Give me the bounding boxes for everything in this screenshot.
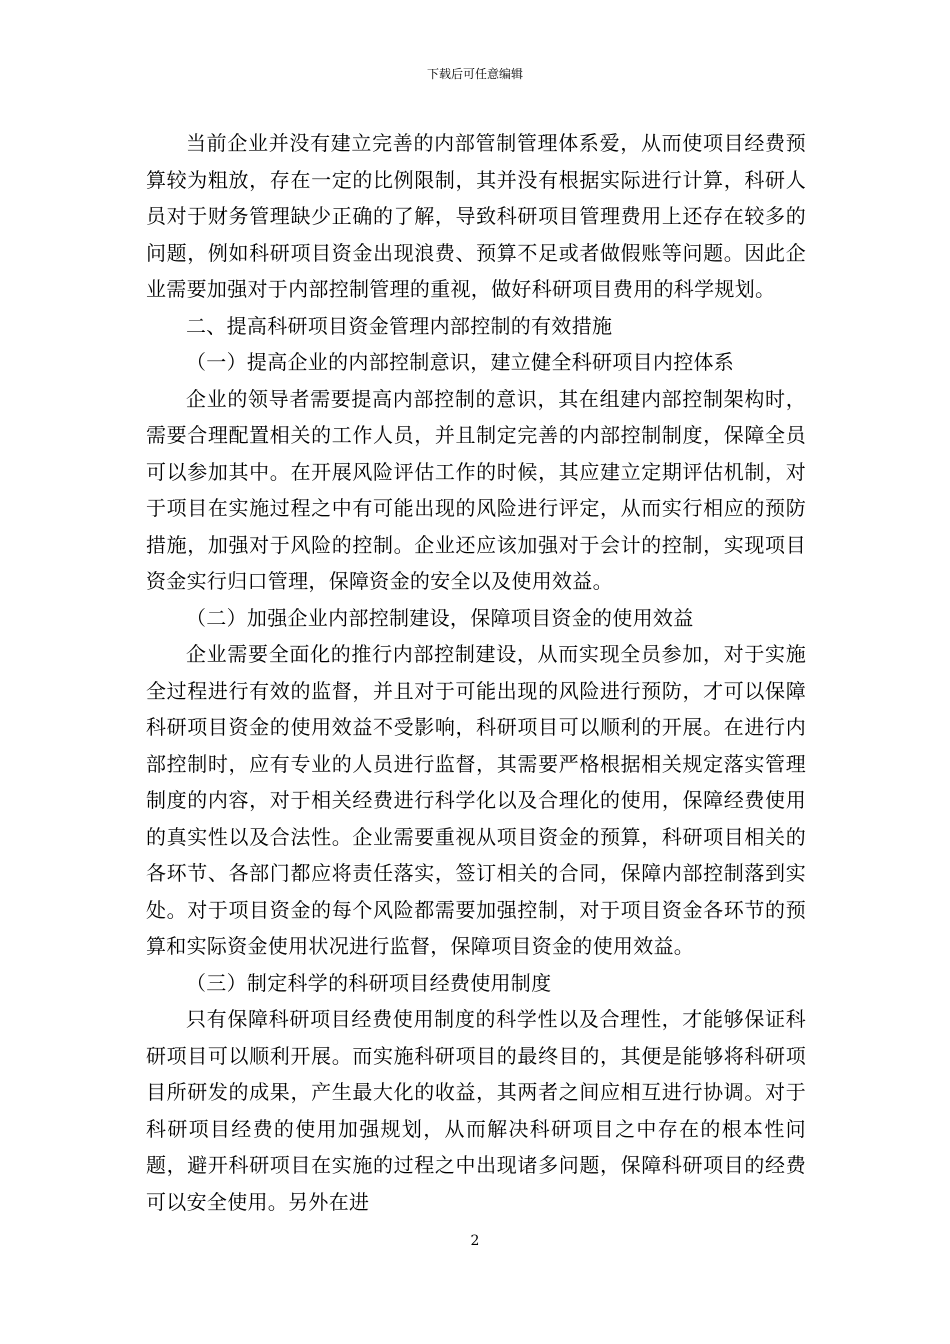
subsection-heading: （二）加强企业内部控制建设，保障项目资金的使用效益 bbox=[186, 605, 694, 630]
body-paragraph: 只有保障科研项目经费使用制度的科学性以及合理性，才能够保证科研项目可以顺利开展。而实施科研项目的最终目的，其便是能够将科研项目所研发的成果，产生最大化的收益，其两者之间应相互进行协调。对于科研项目经费的使用加强规划，从而解决科研项目之中存在的根本性问题，避开科研项目在实施的过程之中出现诸多问题，保障科研项目的经费可以安全使用。另外在进 bbox=[146, 1007, 806, 1214]
body-paragraph: 企业需要全面化的推行内部控制建设，从而实现全员参加，对于实施全过程进行有效的监督，并且对于可能出现的风险进行预防，才可以保障科研项目资金的使用效益不受影响，科研项目可以顺利的开展。在进行内部控制时，应有专业的人员进行监督，其需要严格根据相关规定落实管理制度的内容，对于相关经费进行科学化以及合理化的使用，保障经费使用的真实性以及合法性。企业需要重视从项目资金的预算，科研项目相关的各环节、各部门都应将责任落实，签订相关的合同，保障内部控制落到实处。对于项目资金的每个风险都需要加强控制，对于项目资金各环节的预算和实际资金使用状况进行监督，保障项目资金的使用效益。 bbox=[146, 642, 806, 958]
section-heading: 二、提高科研项目资金管理内部控制的有效措施 bbox=[186, 313, 613, 338]
page-header: 下载后可任意编辑 bbox=[426, 67, 523, 81]
subsection-heading: （三）制定科学的科研项目经费使用制度 bbox=[186, 970, 552, 995]
body-paragraph: 企业的领导者需要提高内部控制的意识，其在组建内部控制架构时，需要合理配置相关的工作人员，并且制定完善的内部控制制度，保障全员可以参加其中。在开展风险评估工作的时候，其应建立定期评估机制，对于项目在实施过程之中有可能出现的风险进行评定，从而实行相应的预防措施，加强对于风险的控制。企业还应该加强对于会计的控制，实现项目资金实行归口管理，保障资金的安全以及使用效益。 bbox=[146, 386, 806, 593]
body-paragraph: 当前企业并没有建立完善的内部管制管理体系爱，从而使项目经费预算较为粗放，存在一定的比例限制，其并没有根据实际进行计算，科研人员对于财务管理缺少正确的了解，导致科研项目管理费用上还存在较多的问题，例如科研项目资金出现浪费、预算不足或者做假账等问题。因此企业需要加强对于内部控制管理的重视，做好科研项目费用的科学规划。 bbox=[146, 131, 806, 301]
document-body bbox=[146, 125, 806, 1220]
page-number: 2 bbox=[470, 1233, 480, 1249]
subsection-heading: （一）提高企业的内部控制意识，建立健全科研项目内控体系 bbox=[186, 350, 735, 374]
